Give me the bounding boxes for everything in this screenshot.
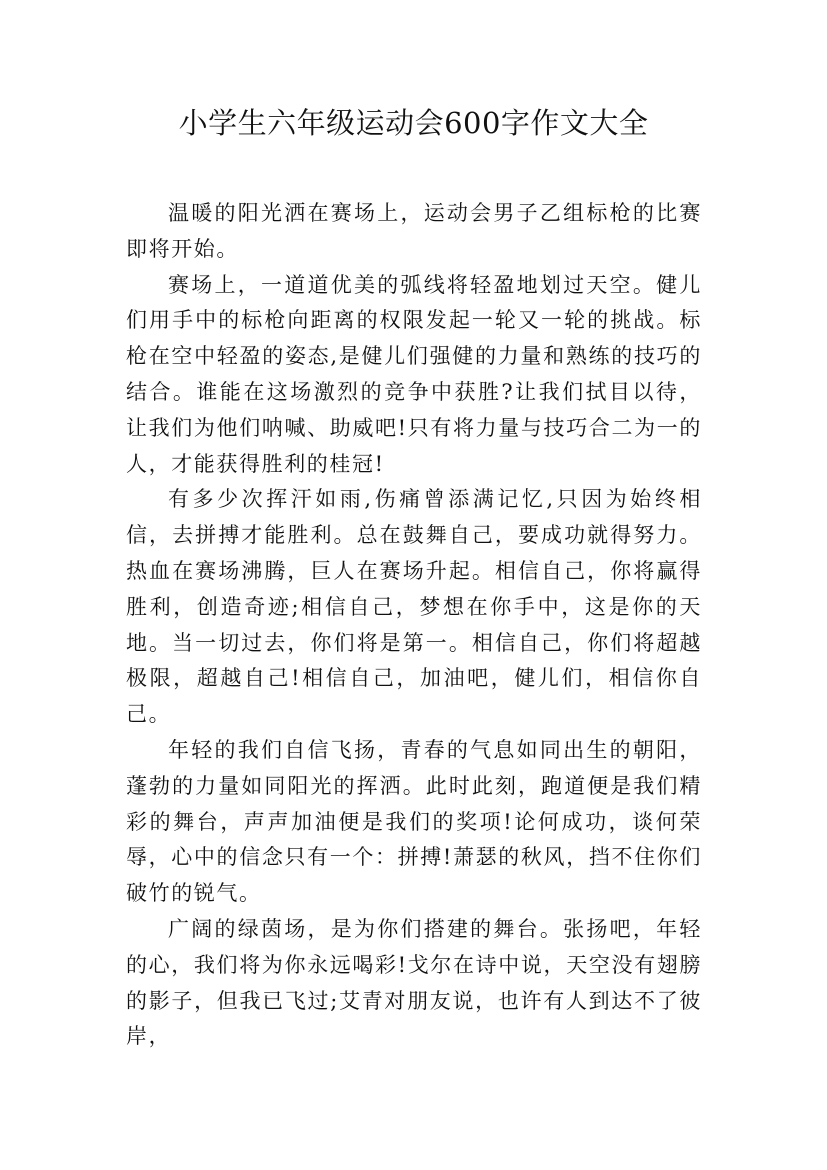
paragraph-1: 温暖的阳光洒在赛场上，运动会男子乙组标枪的比赛即将开始。: [126, 201, 702, 261]
paragraph-4: 年轻的我们自信飞扬，青春的气息如同出生的朝阳，蓬勃的力量如同阳光的挥洒。此时此刻，跑道便是我们精彩的舞台，声声加油便是我们的奖项!论何成功，谈何荣辱，心中的信念只有一个：拼搏!萧瑟的秋风，挡不住你们破竹的锐气。: [126, 737, 702, 906]
document-title: 小学生六年级运动会600字作文大全: [178, 106, 649, 140]
paragraph-2: 赛场上，一道道优美的弧线将轻盈地划过天空。健儿们用手中的标枪向距离的权限发起一轮又一轮的挑战。标枪在空中轻盈的姿态,是健儿们强健的力量和熟练的技巧的结合。谁能在这场激烈的竞争中获胜?让我们拭目以待，让我们为他们呐喊、助威吧!只有将力量与技巧合二为一的人，才能获得胜利的桂冠!: [126, 272, 702, 476]
document-body: [126, 196, 702, 1055]
paragraph-3: 有多少次挥汗如雨,伤痛曾添满记忆,只因为始终相信，去拼搏才能胜利。总在鼓舞自己，要成功就得努力。热血在赛场沸腾，巨人在赛场升起。相信自己，你将赢得胜利，创造奇迹;相信自己，梦想在你手中，这是你的天地。当一切过去，你们将是第一。相信自己，你们将超越极限，超越自己!相信自己，加油吧，健儿们，相信你自己。: [126, 487, 702, 727]
paragraph-5: 广阔的绿茵场，是为你们搭建的舞台。张扬吧，年轻的心，我们将为你永远喝彩!戈尔在诗中说，天空没有翅膀的影子，但我已飞过;艾青对朋友说，也许有人到达不了彼岸，: [126, 916, 702, 1049]
